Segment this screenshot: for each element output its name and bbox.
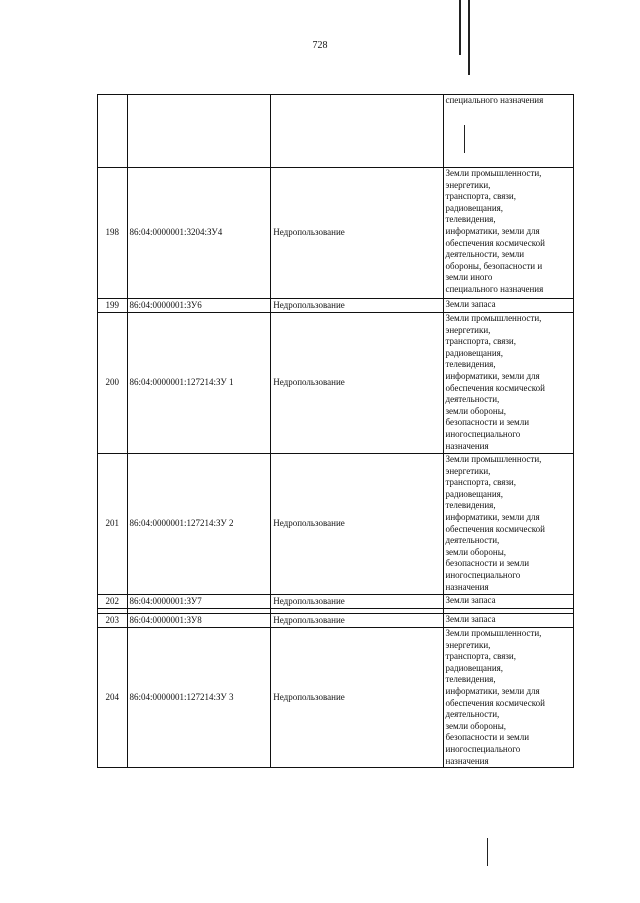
land-category-line: Земли запаса [445,299,496,309]
usage-type-cell: Недропользование [271,614,443,628]
cadastral-number: 86:04:0000001:ЗУ8 [129,614,202,625]
land-category-line: безопасности и земли [445,732,530,743]
land-category-line: радиовещания, [445,347,504,358]
land-category-line: Земли запаса [445,614,496,624]
cadastral-number-cell [127,299,271,313]
land-category-line: радиовещания, [445,488,504,499]
land-category-line: земли иного [445,272,493,283]
table-row [98,595,574,609]
land-category-line: деятельности, [445,535,500,546]
scan-artifact-line [487,838,488,866]
row-number-cell: 198 [98,168,128,299]
land-category-cell [443,454,574,595]
land-category-line: иногоспециального [445,743,521,754]
land-category-line: энергетики, [445,465,491,476]
row-number-cell: 202 [98,595,128,609]
land-category-cell [443,313,574,454]
cadastral-number-cell [127,313,271,454]
land-plots-table [97,94,574,768]
land-category-line: обеспечения космической [445,237,545,248]
land-category-line: энергетики, [445,639,491,650]
land-category-line: земли обороны, [445,546,506,557]
cadastral-number: 86:04:0000001:3204:ЗУ4 [129,227,223,238]
usage-type-cell: Недропользование [271,595,443,609]
land-category-line: энергетики, [445,324,491,335]
land-category-cell [443,614,574,628]
land-category-line: Земли промышленности, [445,168,542,178]
land-category-line: Земли промышленности, [445,454,542,464]
usage-type-cell: Недропользование [271,628,443,768]
table-row [98,168,574,299]
row-number-cell: 204 [98,628,128,768]
land-category-line: телевидения, [445,674,496,685]
land-category-line: земли обороны, [445,720,506,731]
cadastral-number-cell [127,595,271,609]
usage-type-cell: Недропользование [271,313,443,454]
land-category-line: телевидения, [445,214,496,225]
land-category-line: назначения [445,755,489,766]
row-number-cell: 203 [98,614,128,628]
land-category-line: радиовещания, [445,662,504,673]
cadastral-number: 86:04:0000001:127214:ЗУ 3 [129,691,234,702]
land-category-line: обеспечения космической [445,697,545,708]
land-category-line: назначения [445,581,489,592]
cadastral-number-cell [127,95,271,168]
usage-type-cell: Недропользование [271,454,443,595]
row-number-cell: 199 [98,299,128,313]
land-category-line: телевидения, [445,359,496,370]
land-category-cell [443,168,574,299]
usage-type-cell: Недропользование [271,299,443,313]
land-category-line: транспорта, связи, [445,651,516,662]
cadastral-number-cell [127,168,271,299]
cadastral-number: 86:04:0000001:ЗУ6 [129,299,202,310]
land-category-line: назначения [445,440,489,451]
land-category-line: информатики, земли для [445,370,540,381]
row-number-cell: 200 [98,313,128,454]
row-number-cell [98,95,128,168]
land-category-line: иногоспециального [445,569,521,580]
land-category-cell [443,299,574,313]
land-category-line: обороны, безопасности и [445,260,543,271]
cadastral-number: 86:04:0000001:127214:ЗУ 1 [129,377,234,388]
land-category-line: специального назначения [445,283,544,294]
land-category-line: деятельности, земли [445,249,525,260]
land-category-line: телевидения, [445,500,496,511]
land-category-line: транспорта, связи, [445,191,516,202]
land-category-line: информатики, земли для [445,225,540,236]
page-number: 728 [312,40,328,51]
usage-type-cell [271,95,443,168]
land-category-line: информатики, земли для [445,511,540,522]
land-category-line: радиовещания, [445,202,504,213]
table-row [98,313,574,454]
scan-artifact-line [459,0,461,55]
land-category-line: энергетики, [445,179,491,190]
cadastral-number-cell [127,454,271,595]
cadastral-number: 86:04:0000001:127214:ЗУ 2 [129,518,234,529]
table-row [98,454,574,595]
land-category-line: Земли запаса [445,595,496,605]
land-category-line: обеспечения космической [445,382,545,393]
land-category-line: обеспечения космической [445,523,545,534]
land-category-cell [443,595,574,609]
land-category-line: деятельности, [445,709,500,720]
usage-type-cell: Недропользование [271,168,443,299]
row-number-cell: 201 [98,454,128,595]
land-category-line: транспорта, связи, [445,336,516,347]
cadastral-number-cell [127,628,271,768]
table-row-continuation [98,95,574,168]
cadastral-number: 86:04:0000001:ЗУ7 [129,595,202,606]
table-row [98,299,574,313]
land-category-line: безопасности и земли [445,417,530,428]
land-category-cell [443,628,574,768]
cadastral-number-cell [127,614,271,628]
scan-artifact-line [468,0,470,75]
land-category-line: транспорта, связи, [445,477,516,488]
land-category-line: информатики, земли для [445,685,540,696]
land-category-line: безопасности и земли [445,558,530,569]
land-category-line: Земли промышленности, [445,628,542,638]
table-row [98,628,574,768]
land-category-cell [443,95,574,168]
land-category-line: иногоспециального [445,428,521,439]
land-category-line: земли обороны, [445,405,506,416]
land-category-line: деятельности, [445,394,500,405]
land-category-line: специального назначения [445,95,544,105]
land-category-line: Земли промышленности, [445,313,542,323]
table-row [98,614,574,628]
